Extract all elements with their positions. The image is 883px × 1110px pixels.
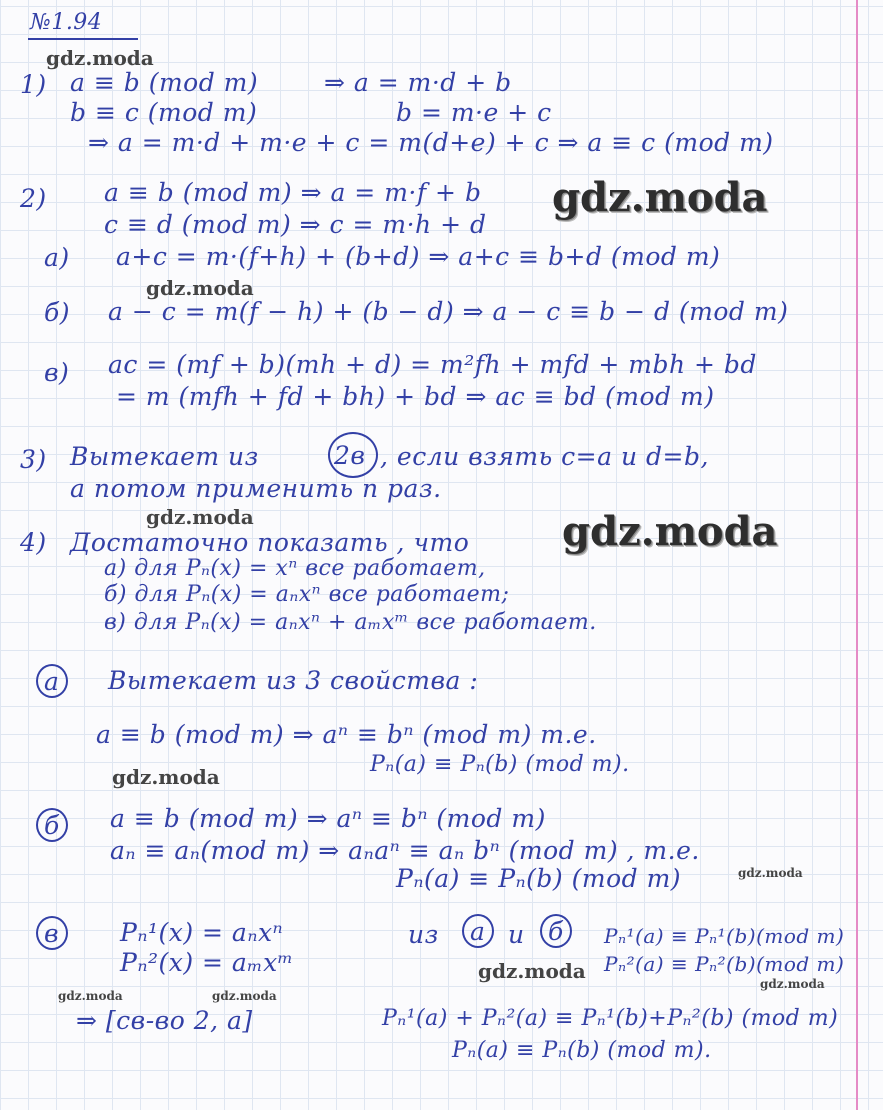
problem-number-underline bbox=[28, 38, 138, 40]
part4-intro: Достаточно показать , что bbox=[70, 528, 470, 557]
proof-a-line1: a ≡ b (mod m) ⇒ aⁿ ≡ bⁿ (mod m) т.е. bbox=[96, 720, 597, 749]
part2-b-label: б) bbox=[44, 298, 71, 327]
problem-number: №1.94 bbox=[30, 10, 103, 35]
proof-b-line1: a ≡ b (mod m) ⇒ aⁿ ≡ bⁿ (mod m) bbox=[110, 804, 546, 833]
watermark: gdz.moda bbox=[146, 505, 254, 529]
part1-line1-right: ⇒ a = m·d + b bbox=[324, 68, 512, 97]
part2-a-label: а) bbox=[44, 243, 70, 272]
part2-v-line1: ac = (mf + b)(mh + d) = m²fh + mfd + mbh + bd bbox=[108, 350, 757, 379]
watermark: gdz.moda bbox=[738, 866, 803, 880]
part1-line3: ⇒ a = m·d + m·e + c = m(d+e) + c ⇒ a ≡ c (mod m) bbox=[88, 128, 774, 157]
part3-label: 3) bbox=[20, 445, 47, 474]
watermark-large: gdz.moda bbox=[562, 508, 778, 555]
part2-line2: c ≡ d (mod m) ⇒ c = m·h + d bbox=[104, 210, 487, 239]
watermark: gdz.moda bbox=[212, 989, 277, 1003]
proof-v-property: ⇒ [св-во 2, а] bbox=[76, 1006, 253, 1035]
part1-label: 1) bbox=[20, 70, 47, 99]
part2-v-line2: = m (mfh + fd + bh) + bd ⇒ ac ≡ bd (mod m) bbox=[116, 382, 715, 411]
proof-a-heading: Вытекает из 3 свойства : bbox=[108, 666, 479, 695]
part1-line2-right: b = m·e + c bbox=[396, 98, 552, 127]
proof-v-result1: Pₙ¹(a) ≡ Pₙ¹(b)(mod m) bbox=[604, 924, 845, 948]
proof-v-sum: Pₙ¹(a) + Pₙ²(a) ≡ Pₙ¹(b)+Pₙ²(b) (mod m) bbox=[382, 1006, 839, 1031]
watermark: gdz.moda bbox=[760, 977, 825, 991]
watermark-large: gdz.moda bbox=[552, 174, 768, 221]
part4-case-b: б) для Pₙ(x) = aₙxⁿ все работает; bbox=[104, 582, 510, 607]
part3-line2: а потом применить n раз. bbox=[70, 474, 442, 503]
part3-line1-end: , если взять c=a и d=b, bbox=[380, 442, 709, 471]
part4-case-v: в) для Pₙ(x) = aₙxⁿ + aₘxᵐ все работает. bbox=[104, 610, 597, 635]
proof-v-and: и bbox=[508, 920, 525, 949]
part1-line2-left: b ≡ c (mod m) bbox=[70, 98, 258, 127]
watermark: gdz.moda bbox=[478, 959, 586, 983]
part2-label: 2) bbox=[20, 184, 47, 213]
proof-a-line2: Pₙ(a) ≡ Pₙ(b) (mod m). bbox=[370, 752, 630, 777]
proof-b-line3: Pₙ(a) ≡ Pₙ(b) (mod m) bbox=[396, 864, 682, 893]
proof-v-from: из bbox=[408, 920, 439, 949]
proof-v-mark: в bbox=[44, 919, 60, 948]
watermark: gdz.moda bbox=[58, 989, 123, 1003]
proof-v-ref-b: б bbox=[548, 917, 564, 946]
watermark: gdz.moda bbox=[46, 46, 154, 70]
watermark: gdz.moda bbox=[146, 276, 254, 300]
part3-line1-start: Вытекает из bbox=[70, 442, 259, 471]
proof-b-mark: б bbox=[44, 811, 60, 840]
part2-line1: a ≡ b (mod m) ⇒ a = m·f + b bbox=[104, 178, 482, 207]
proof-v-final: Pₙ(a) ≡ Pₙ(b) (mod m). bbox=[452, 1038, 712, 1063]
proof-a-mark: а bbox=[44, 667, 60, 696]
part2-v-label: в) bbox=[44, 358, 70, 387]
proof-v-line2: Pₙ²(x) = aₘxᵐ bbox=[120, 948, 294, 977]
part4-label: 4) bbox=[20, 528, 47, 557]
part2-a-text: a+c = m·(f+h) + (b+d) ⇒ a+c ≡ b+d (mod m) bbox=[116, 242, 721, 271]
margin-line bbox=[856, 0, 858, 1110]
proof-b-line2: aₙ ≡ aₙ(mod m) ⇒ aₙaⁿ ≡ aₙ bⁿ (mod m) , т.е. bbox=[110, 836, 700, 865]
part3-ref: 2в bbox=[334, 441, 366, 470]
proof-v-line1: Pₙ¹(x) = aₙxⁿ bbox=[120, 918, 284, 947]
watermark: gdz.moda bbox=[112, 765, 220, 789]
part2-b-text: a − c = m(f − h) + (b − d) ⇒ a − c ≡ b − d (mod m) bbox=[108, 297, 789, 326]
proof-v-ref-a: а bbox=[470, 917, 486, 946]
part1-line1-left: a ≡ b (mod m) bbox=[70, 68, 259, 97]
part4-case-a: а) для Pₙ(x) = xⁿ все работает, bbox=[104, 556, 486, 581]
proof-v-result2: Pₙ²(a) ≡ Pₙ²(b)(mod m) bbox=[604, 952, 845, 976]
